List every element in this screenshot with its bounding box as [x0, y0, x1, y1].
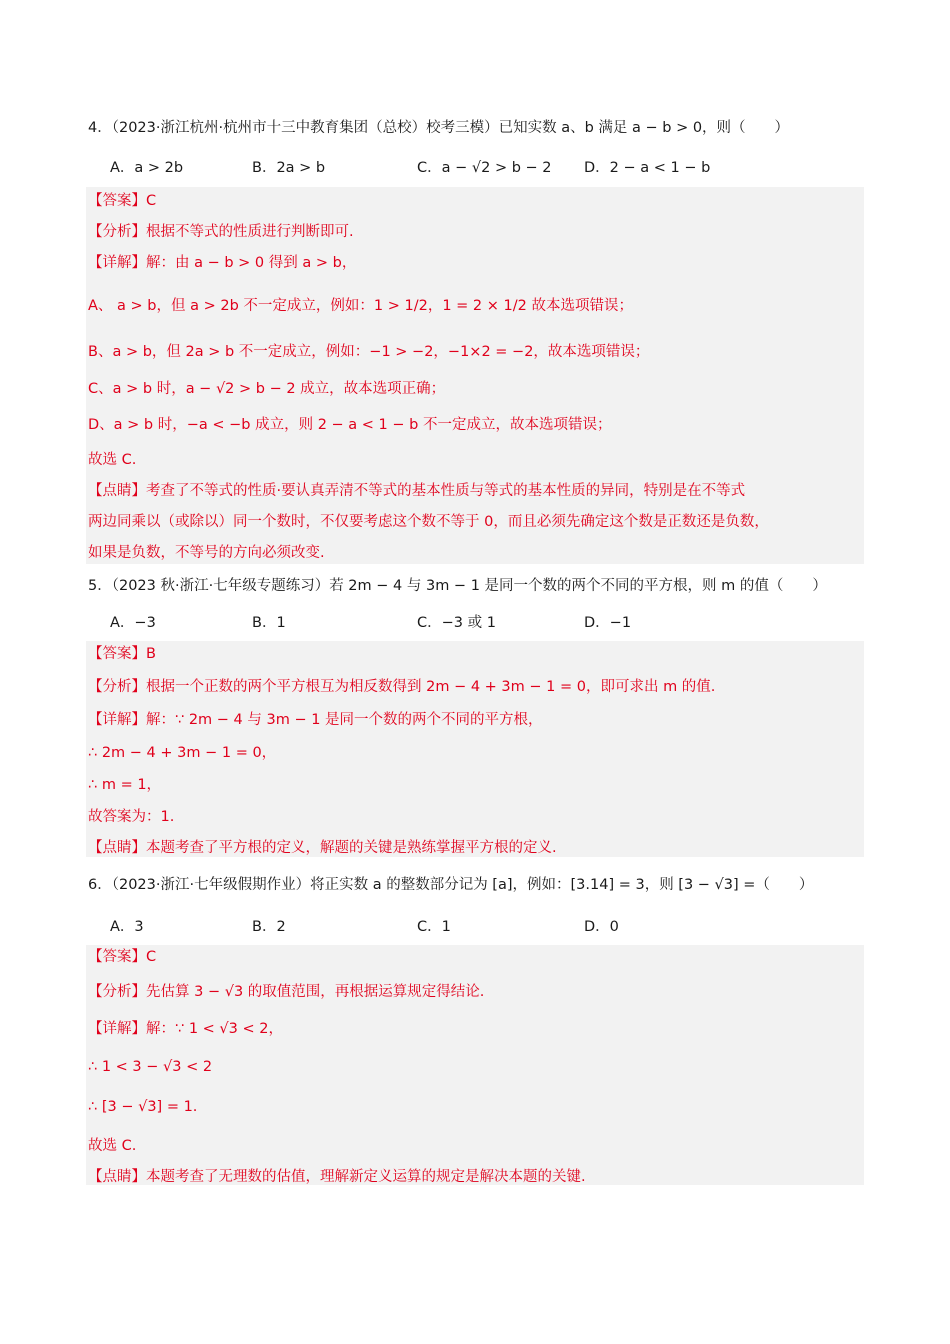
answer-6: 【答案】C [88, 949, 157, 965]
option-d: D．2 − a < 1 − b [584, 160, 711, 176]
option-a: A．−3 [110, 615, 156, 631]
answer-5: 【答案】B [88, 646, 156, 662]
comment-4-line-2: 两边同乘以（或除以）同一个数时，不仅要考虑这个数不等于 0，而且必须先确定这个数是正数还是负数， [88, 514, 769, 530]
detail-4-line-c: C、a > b 时，a − √2 > b − 2 成立，故本选项正确； [88, 381, 446, 397]
question-5-stem: 5．（2023 秋·浙江·七年级专题练习）若 2m − 4 与 3m − 1 是同一个数的两个不同的平方根，则 m 的值（ ） [88, 578, 827, 594]
question-4-options [110, 156, 850, 178]
option-a: A．a > 2b [110, 160, 184, 176]
question-5-options [110, 611, 850, 633]
question-6-stem: 6．（2023·浙江·七年级假期作业）将正实数 a 的整数部分记为 [a]，例如：[3.14] = 3，则 [3 − √3] =（ ） [88, 877, 814, 893]
detail-5-line-2: ∴ m = 1， [88, 777, 162, 793]
option-c: C．1 [417, 919, 451, 935]
detail-4: 【详解】解：由 a − b > 0 得到 a > b， [88, 255, 357, 271]
option-d: D．0 [584, 919, 619, 935]
option-b: B．2a > b [252, 160, 326, 176]
comment-5: 【点睛】本题考查了平方根的定义，解题的关键是熟练掌握平方根的定义. [88, 840, 557, 856]
question-4-stem: 4．（2023·浙江杭州·杭州市十三中教育集团（总校）校考三模）已知实数 a、b 满足 a − b > 0，则（ ） [88, 120, 790, 136]
detail-6-line-1: ∴ 1 < 3 − √3 < 2 [88, 1059, 213, 1075]
option-a: A．3 [110, 919, 144, 935]
option-b: B．1 [252, 615, 286, 631]
detail-5: 【详解】解：∵ 2m − 4 与 3m − 1 是同一个数的两个不同的平方根， [88, 712, 543, 728]
option-c: C．a − √2 > b − 2 [417, 160, 552, 176]
option-c: C．−3 或 1 [417, 615, 496, 631]
analysis-6: 【分析】先估算 3 − √3 的取值范围，再根据运算规定得结论. [88, 984, 485, 1000]
question-6-options [110, 915, 850, 937]
solution-box-4 [86, 187, 864, 564]
choice-6: 故选 C. [88, 1138, 137, 1154]
detail-6-line-2: ∴ [3 − √3] = 1. [88, 1099, 198, 1115]
option-b: B．2 [252, 919, 286, 935]
option-d: D．−1 [584, 615, 632, 631]
answer-4: 【答案】C [88, 193, 157, 209]
detail-4-line-d: D、a > b 时，−a < −b 成立，则 2 − a < 1 − b 不一定成立，故本选项错误； [88, 417, 612, 433]
comment-6: 【点睛】本题考查了无理数的估值，理解新定义运算的规定是解决本题的关键. [88, 1169, 586, 1185]
comment-4-line-3: 如果是负数，不等号的方向必须改变. [88, 545, 325, 561]
detail-4-line-a: A、 a > b，但 a > 2b 不一定成立，例如：1 > 1/2，1 = 2 × 1/2 故本选项错误； [88, 298, 633, 314]
result-5: 故答案为：1. [88, 809, 175, 825]
analysis-4: 【分析】根据不等式的性质进行判断即可. [88, 224, 354, 240]
comment-4-line-1: 【点睛】考查了不等式的性质·要认真弄清不等式的基本性质与等式的基本性质的异同，特别是在不等式 [88, 483, 746, 499]
choice-4: 故选 C. [88, 452, 137, 468]
solution-box-5 [86, 641, 864, 857]
detail-6: 【详解】解：∵ 1 < √3 < 2， [88, 1021, 283, 1037]
detail-5-line-1: ∴ 2m − 4 + 3m − 1 = 0， [88, 745, 277, 761]
analysis-5: 【分析】根据一个正数的两个平方根互为相反数得到 2m − 4 + 3m − 1 = 0，即可求出 m 的值. [88, 679, 716, 695]
solution-box-6 [86, 945, 864, 1185]
detail-4-line-b: B、a > b，但 2a > b 不一定成立，例如：−1 > −2，−1×2 = −2，故本选项错误； [88, 344, 650, 360]
